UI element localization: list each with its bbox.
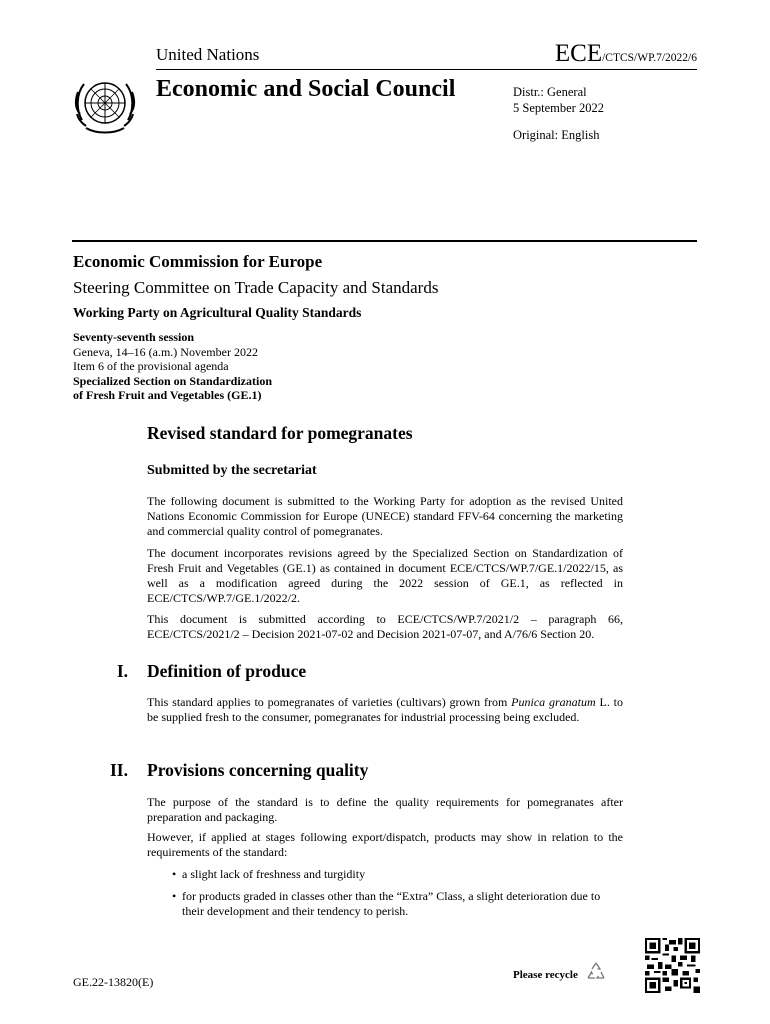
bullet-text: for products graded in classes other than the “Extra” Class, a slight deterioration due to their development and their tendency to perish.: [182, 889, 601, 918]
bullet-marker: •: [172, 867, 177, 881]
symbol-rest: /CTCS/WP.7/2022/6: [602, 52, 697, 64]
document-symbol: [555, 40, 697, 68]
section-2-paragraph-2: However, if applied at stages following export/dispatch, products may show in relation to the requirements of the standard:: [147, 830, 623, 859]
qr-code-icon: [645, 938, 700, 993]
list-item: [172, 867, 624, 882]
intro-paragraph-3: This document is submitted according to ECE/CTCS/WP.7/2021/2 – paragraph 66, ECE/CTCS/2021/2 – Decision 2021-07-02 and Decision 2021-07-07, and A/76/6 Section 20.: [147, 612, 623, 641]
org-name: United Nations: [156, 45, 260, 64]
agenda-item: Item 6 of the provisional agenda: [73, 359, 229, 374]
distr-date: 5 September 2022: [513, 101, 604, 115]
job-number: GE.22-13820(E): [73, 975, 154, 989]
intro-paragraph-1: The following document is submitted to the Working Party for adoption as the revised United Nations Economic Commission for Europe (UNECE) standard FFV-64 concerning the marketing and commercial quality control of pomegranates.: [147, 494, 623, 538]
council-title: Economic and Social Council: [156, 76, 456, 102]
session-location: Geneva, 14–16 (a.m.) November 2022: [73, 344, 258, 359]
intro-paragraph-2: The document incorporates revisions agreed by the Specialized Section on Standardization of Fresh Fruit and Vegetables (GE.1) as contained in document ECE/CTCS/WP.7/GE.1/2022/15, as well as a modification agreed during the 2022 session of GE.1, as reflected in ECE/CTCS/WP.7/GE.1/2022/2.: [147, 546, 623, 605]
thick-rule: [72, 240, 697, 242]
committee-name: Steering Committee on Trade Capacity and Standards: [73, 278, 439, 297]
section-1-text-after: L. to be supplied fresh to the consumer, pomegranates for industrial processing being excluded.: [147, 695, 623, 724]
section-2-paragraph-1: The purpose of the standard is to define the quality requirements for pomegranates after preparation and packaging.: [147, 795, 623, 824]
working-party-name: Working Party on Agricultural Quality Standards: [73, 305, 362, 320]
section-1-paragraph: [147, 695, 623, 725]
un-emblem-icon: [72, 76, 138, 138]
section-1-number: I.: [116, 661, 128, 681]
section-name-line1: Specialized Section on Standardization: [73, 373, 273, 388]
list-item: [172, 889, 624, 919]
symbol-main: ECE: [554, 40, 603, 67]
commission-name: Economic Commission for Europe: [73, 252, 323, 271]
species-name: Punica granatum: [511, 695, 596, 709]
bullet-text: a slight lack of freshness and turgidity: [182, 867, 366, 881]
session-info: [73, 330, 272, 403]
bullet-marker: •: [172, 889, 177, 903]
please-recycle-label: Please recycle: [513, 969, 578, 981]
section-1-title: Definition of produce: [147, 661, 307, 681]
submitted-by: Submitted by the secretariat: [147, 463, 317, 478]
section-2-title: Provisions concerning quality: [147, 760, 369, 780]
original-language: Original: English: [513, 128, 600, 142]
session-number: Seventy-seventh session: [73, 330, 195, 344]
section-2-number: II.: [110, 760, 128, 780]
recycle-icon: [584, 960, 608, 984]
distr-general: Distr.: General: [513, 85, 587, 99]
distribution-info: [513, 84, 604, 116]
document-title: Revised standard for pomegranates: [147, 423, 413, 443]
section-name-line2: of Fresh Fruit and Vegetables (GE.1): [73, 388, 262, 403]
section-1-text-before: This standard applies to pomegranates of varieties (cultivars) grown from: [147, 695, 512, 709]
header-rule: [156, 69, 697, 70]
